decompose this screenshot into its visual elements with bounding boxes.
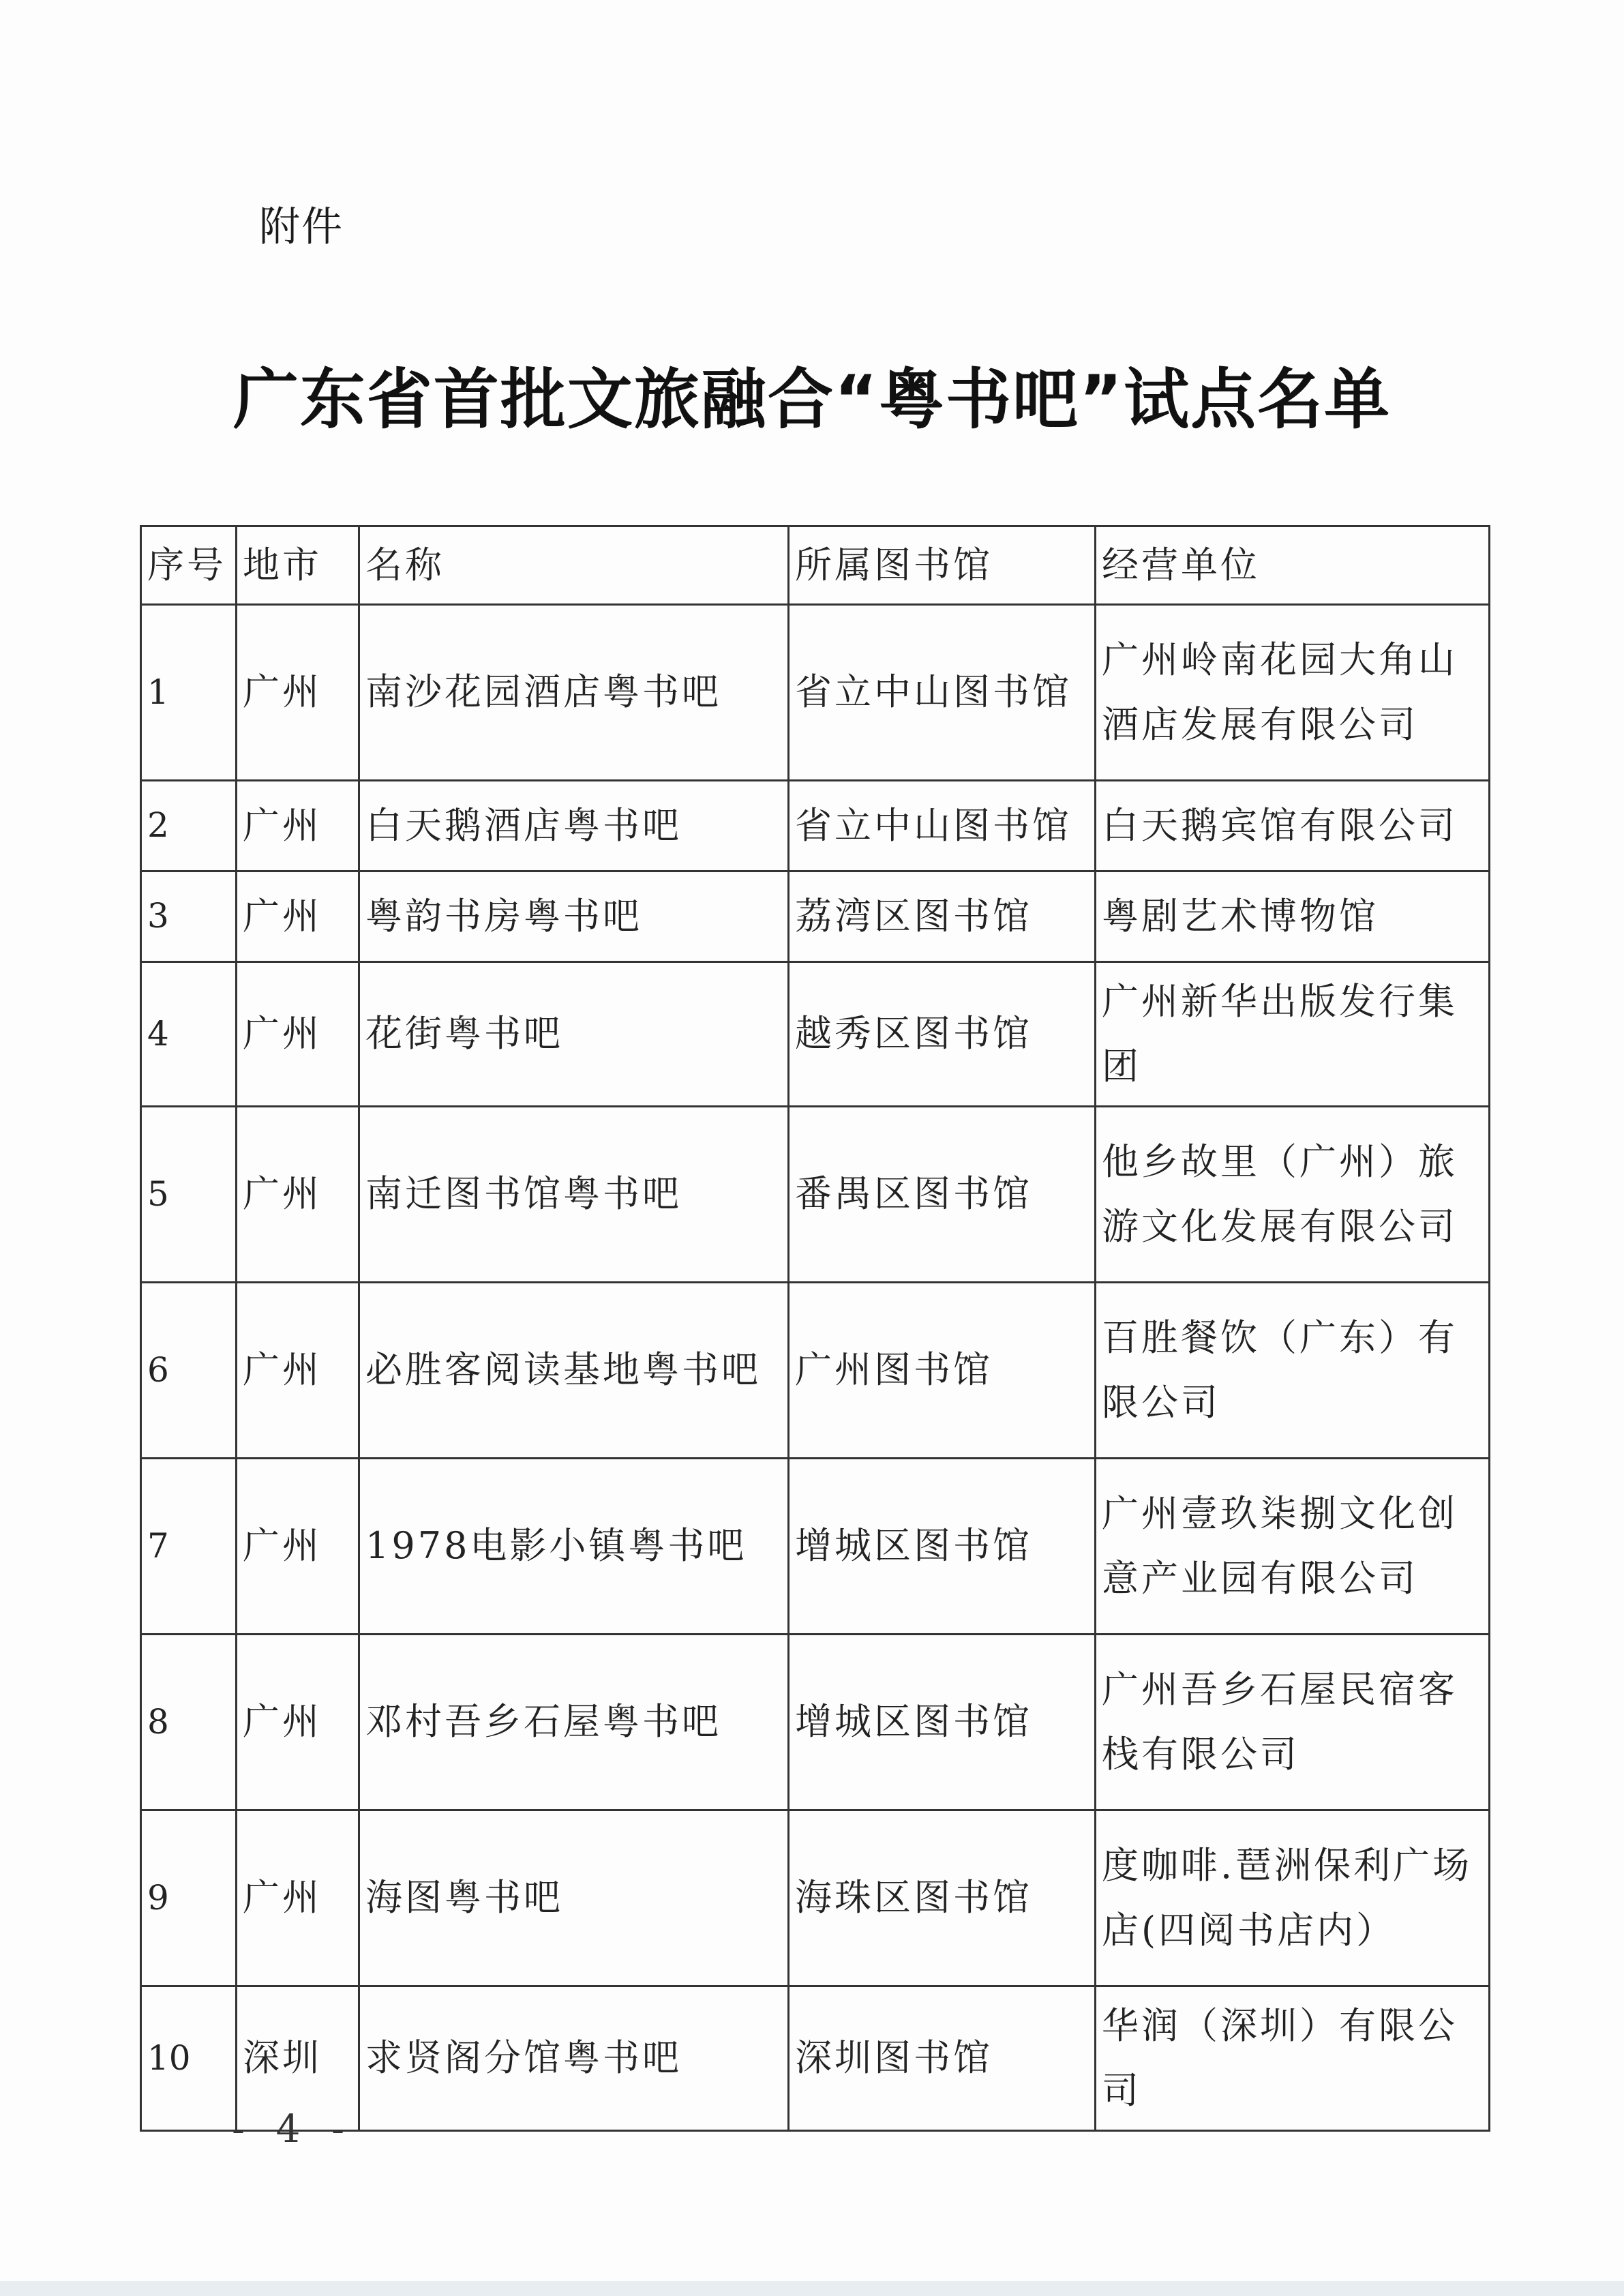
row-name: 白天鹅酒店粤书吧 xyxy=(359,781,789,871)
header-number: 序号 xyxy=(141,526,237,605)
row-operator: 广州新华出版发行集团 xyxy=(1096,962,1490,1107)
row-operator: 广州岭南花园大角山酒店发展有限公司 xyxy=(1096,605,1490,781)
row-number: 7 xyxy=(141,1459,237,1635)
page-title: 广东省首批文旅融合“粤书吧”试点名单 xyxy=(232,361,1392,438)
row-operator: 度咖啡.琶洲保利广场店(四阅书店内） xyxy=(1096,1810,1490,1986)
header-operator: 经营单位 xyxy=(1096,526,1490,605)
row-name: 必胜客阅读基地粤书吧 xyxy=(359,1283,789,1459)
row-operator: 粤剧艺术博物馆 xyxy=(1096,871,1490,962)
row-library: 深圳图书馆 xyxy=(789,1986,1096,2131)
table-row xyxy=(141,1283,1490,1459)
table-row xyxy=(141,1635,1490,1810)
row-name: 求贤阁分馆粤书吧 xyxy=(359,1986,789,2131)
table-row xyxy=(141,781,1490,871)
row-number: 3 xyxy=(141,871,237,962)
row-name: 南迁图书馆粤书吧 xyxy=(359,1107,789,1283)
row-library: 海珠区图书馆 xyxy=(789,1810,1096,1986)
row-library: 荔湾区图书馆 xyxy=(789,871,1096,962)
row-number: 1 xyxy=(141,605,237,781)
row-operator: 广州壹玖柒捌文化创意产业园有限公司 xyxy=(1096,1459,1490,1635)
table-row xyxy=(141,962,1490,1107)
attachment-label: 附件 xyxy=(259,203,344,251)
row-number: 8 xyxy=(141,1635,237,1810)
row-city: 广州 xyxy=(237,1810,359,1986)
row-operator: 百胜餐饮（广东）有限公司 xyxy=(1096,1283,1490,1459)
page-number: - 4 - xyxy=(232,2107,355,2151)
scan-edge xyxy=(0,2281,1624,2296)
table-row xyxy=(141,1810,1490,1986)
row-name: 邓村吾乡石屋粤书吧 xyxy=(359,1635,789,1810)
row-operator: 广州吾乡石屋民宿客栈有限公司 xyxy=(1096,1635,1490,1810)
header-city: 地市 xyxy=(237,526,359,605)
row-number: 2 xyxy=(141,781,237,871)
pilot-list-table xyxy=(140,525,1490,2132)
row-name: 花街粤书吧 xyxy=(359,962,789,1107)
row-name: 海图粤书吧 xyxy=(359,1810,789,1986)
row-operator: 白天鹅宾馆有限公司 xyxy=(1096,781,1490,871)
row-operator: 华润（深圳）有限公司 xyxy=(1096,1986,1490,2131)
row-name: 粤韵书房粤书吧 xyxy=(359,871,789,962)
header-library: 所属图书馆 xyxy=(789,526,1096,605)
row-library: 增城区图书馆 xyxy=(789,1459,1096,1635)
row-name: 1978电影小镇粤书吧 xyxy=(359,1459,789,1635)
row-library: 越秀区图书馆 xyxy=(789,962,1096,1107)
row-city: 广州 xyxy=(237,1635,359,1810)
table-row xyxy=(141,605,1490,781)
row-city: 广州 xyxy=(237,605,359,781)
table-header-row xyxy=(141,526,1490,605)
row-number: 6 xyxy=(141,1283,237,1459)
row-city: 广州 xyxy=(237,1107,359,1283)
row-city: 广州 xyxy=(237,1459,359,1635)
header-name: 名称 xyxy=(359,526,789,605)
row-city: 广州 xyxy=(237,781,359,871)
row-library: 广州图书馆 xyxy=(789,1283,1096,1459)
row-city: 广州 xyxy=(237,1283,359,1459)
table-row xyxy=(141,1107,1490,1283)
row-number: 9 xyxy=(141,1810,237,1986)
row-number: 5 xyxy=(141,1107,237,1283)
row-library: 省立中山图书馆 xyxy=(789,781,1096,871)
row-operator: 他乡故里（广州）旅游文化发展有限公司 xyxy=(1096,1107,1490,1283)
row-number: 10 xyxy=(141,1986,237,2131)
row-city: 深圳 xyxy=(237,1986,359,2131)
table-row xyxy=(141,1459,1490,1635)
row-library: 省立中山图书馆 xyxy=(789,605,1096,781)
row-city: 广州 xyxy=(237,962,359,1107)
row-library: 增城区图书馆 xyxy=(789,1635,1096,1810)
row-name: 南沙花园酒店粤书吧 xyxy=(359,605,789,781)
table-row xyxy=(141,871,1490,962)
row-number: 4 xyxy=(141,962,237,1107)
row-library: 番禺区图书馆 xyxy=(789,1107,1096,1283)
row-city: 广州 xyxy=(237,871,359,962)
